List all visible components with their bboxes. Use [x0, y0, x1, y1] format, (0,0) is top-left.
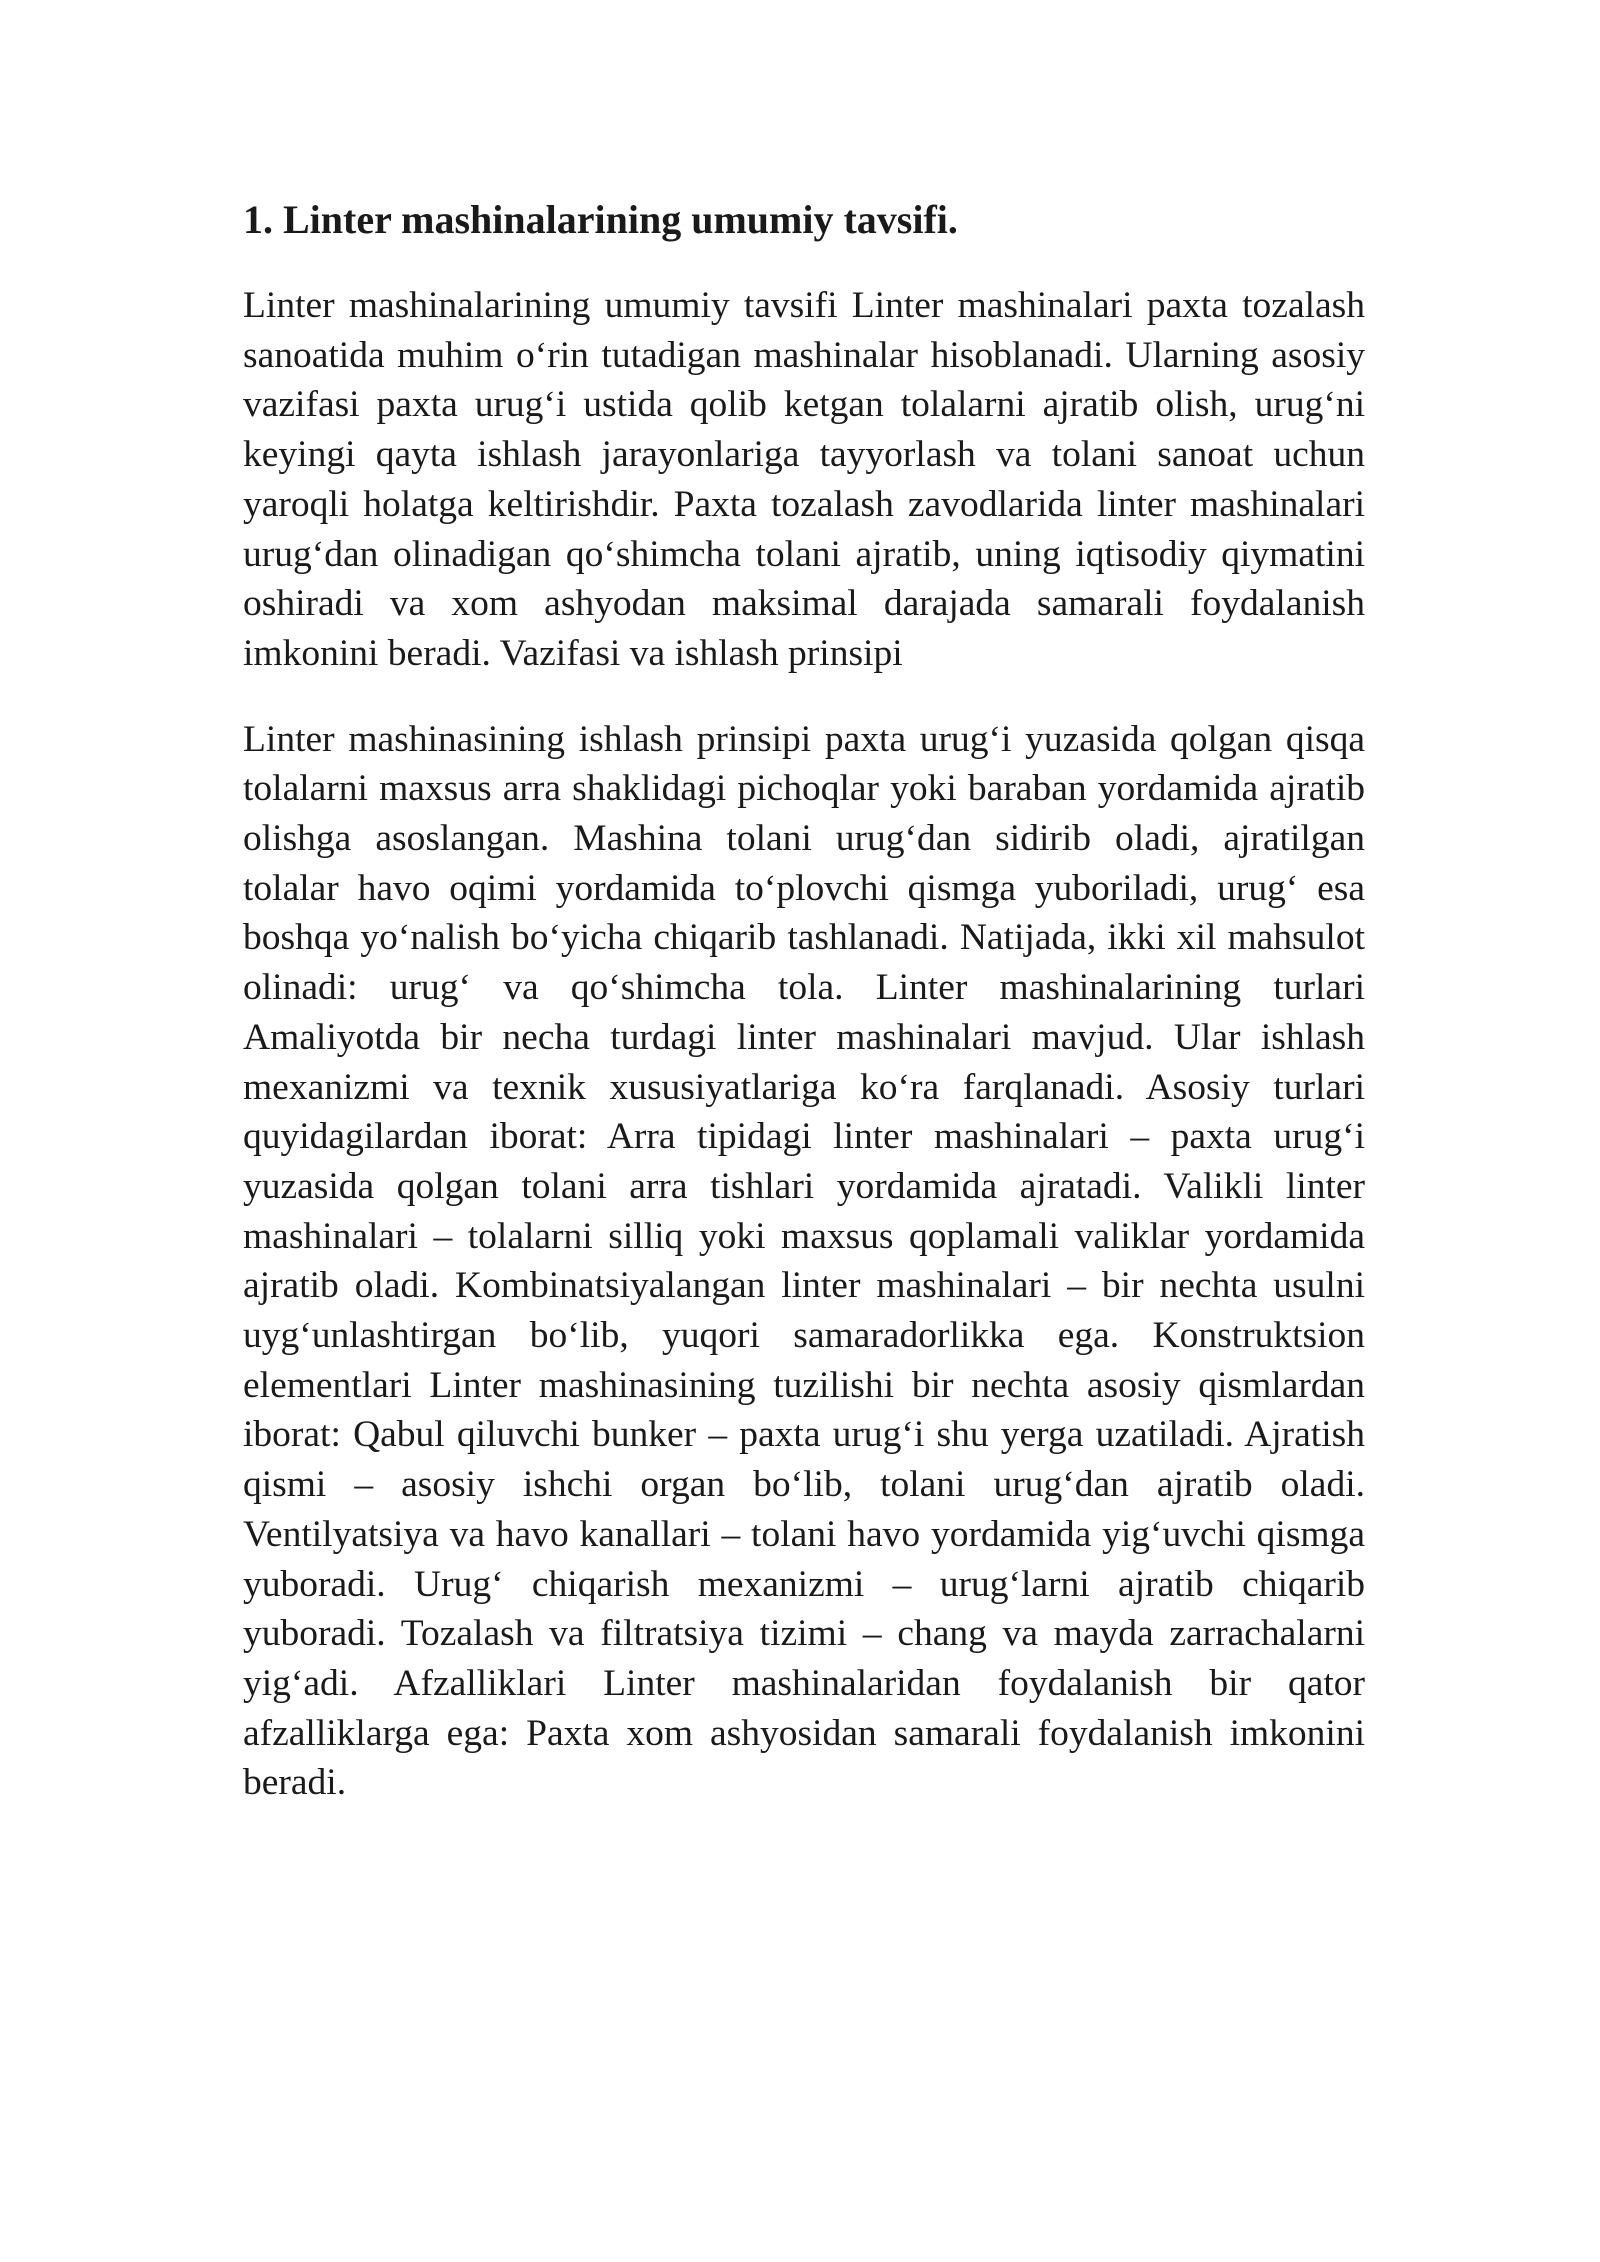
section-heading: 1. Linter mashinalarining umumiy tavsifi.: [243, 197, 958, 242]
paragraph-1: Linter mashinalarining umumiy tavsifi Linter mashinalari paxta tozalash sanoatida muhim o‘rin tutadigan mashinalar hisoblanadi. Ularning asosiy vazifasi paxta urug‘i ustida qolib ketgan tolalarni ajratib olish, urug‘ni keyingi qayta ishlash jarayonlariga tayyorlash va tolani sanoat uchun yaroqli holatga keltirishdir. Paxta tozalash zavodlarida linter mashinalari urug‘dan olinadigan qo‘shimcha tolani ajratib, uning iqtisodiy qiymatini oshiradi va xom ashyodan maksimal darajada samarali foydalanish imkonini beradi. Vazifasi va ishlash prinsipi: [243, 285, 1365, 674]
document-page: [243, 195, 1365, 1844]
paragraph-2: Linter mashinasining ishlash prinsipi paxta urug‘i yuzasida qolgan qisqa tolalarni maxsus arra shaklidagi pichoqlar yoki baraban yordamida ajratib olishga asoslangan. Mashina tolani urug‘dan sidirib oladi, ajratilgan tolalar havo oqimi yordamida to‘plovchi qismga yuboriladi, urug‘ esa boshqa yo‘nalish bo‘yicha chiqarib tashlanadi. Natijada, ikki xil mahsulot olinadi: urug‘ va qo‘shimcha tola. Linter mashinalarining turlari Amaliyotda bir necha turdagi linter mashinalari mavjud. Ular ishlash mexanizmi va texnik xususiyatlariga ko‘ra farqlanadi. Asosiy turlari quyidagilardan iborat: Arra tipidagi linter mashinalari – paxta urug‘i yuzasida qolgan tolani arra tishlari yordamida ajratadi. Valikli linter mashinalari – tolalarni silliq yoki maxsus qoplamali valiklar yordamida ajratib oladi. Kombinatsiyalangan linter mashinalari – bir nechta usulni uyg‘unlashtirgan bo‘lib, yuqori samaradorlikka ega. Konstruktsion elementlari Linter mashinasining tuzilishi bir nechta asosiy qismlardan iborat: Qabul qiluvchi bunker – paxta urug‘i shu yerga uzatiladi. Ajratish qismi – asosiy ishchi organ bo‘lib, tolani urug‘dan ajratib oladi. Ventilyatsiya va havo kanallari – tolani havo yordamida yig‘uvchi qismga yuboradi. Urug‘ chiqarish mexanizmi – urug‘larni ajratib chiqarib yuboradi. Tozalash va filtratsiya tizimi – chang va mayda zarrachalarni yig‘adi. Afzalliklari Linter mashinalaridan foydalanish bir qator afzalliklarga ega: Paxta xom ashyosidan samarali foydalanish imkonini beradi.: [243, 718, 1365, 1804]
